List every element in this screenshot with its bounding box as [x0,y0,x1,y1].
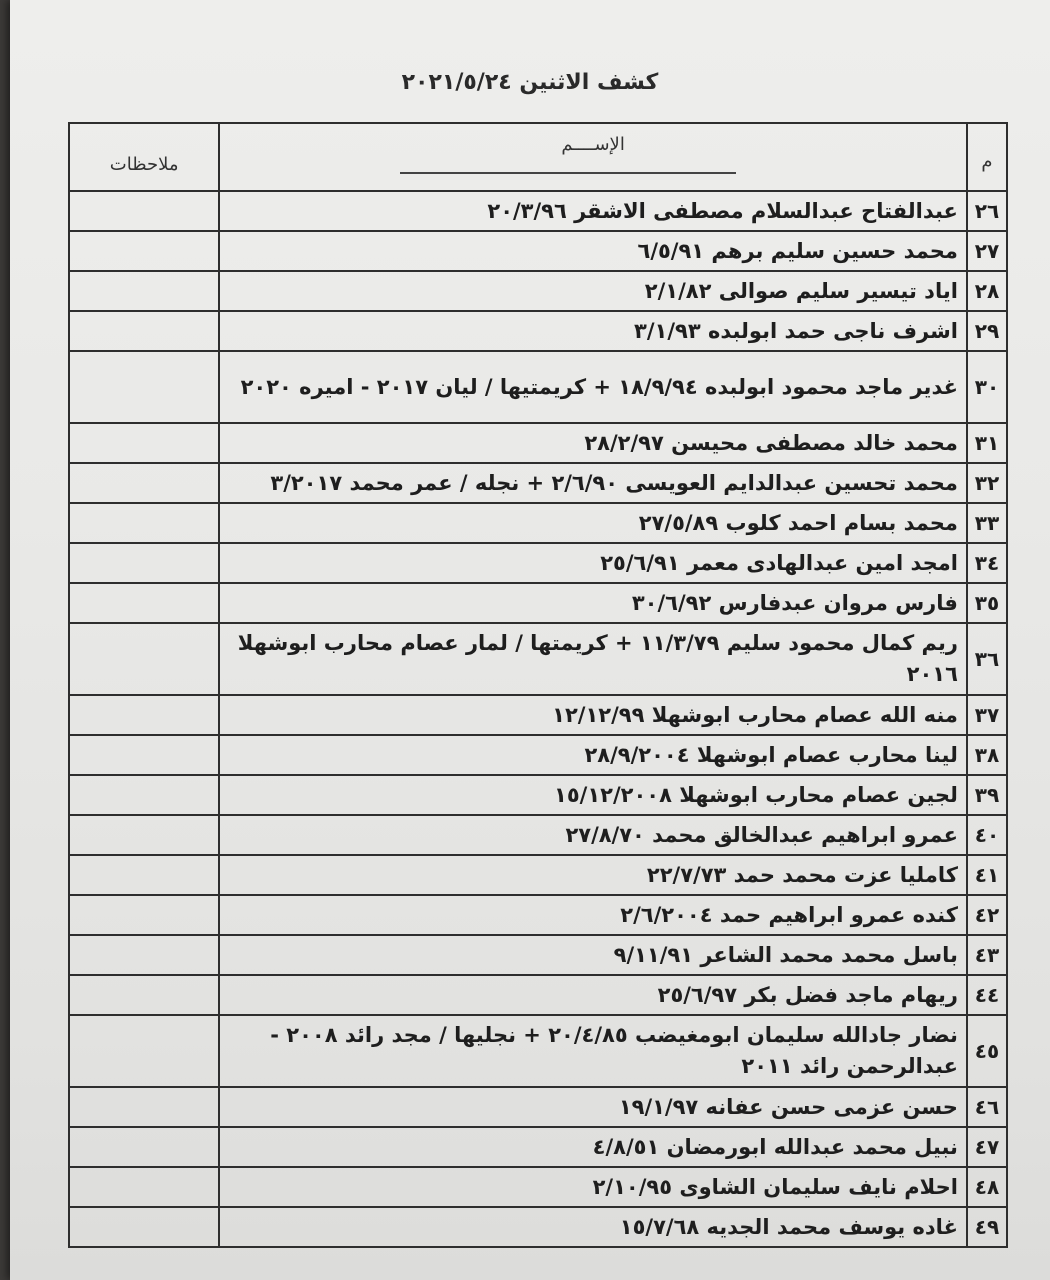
row-notes [69,191,219,231]
row-name: كامليا عزت محمد حمد ٢٢/٧/٧٣ [219,855,967,895]
header-name-label: الإســــم [561,134,625,155]
row-number: ٣٨ [967,735,1007,775]
row-number: ٤٥ [967,1015,1007,1087]
table-row [69,423,1007,463]
table-row [69,815,1007,855]
row-number: ٣٢ [967,463,1007,503]
row-number: ٤٣ [967,935,1007,975]
row-number: ٤٦ [967,1087,1007,1127]
header-name [219,123,967,191]
table-row [69,1167,1007,1207]
table-row [69,503,1007,543]
row-name: عبدالفتاح عبدالسلام مصطفى الاشقر ٢٠/٣/٩٦ [219,191,967,231]
row-number: ٣٥ [967,583,1007,623]
table-row [69,695,1007,735]
header-underline [400,172,736,174]
row-name: احلام نايف سليمان الشاوى ٢/١٠/٩٥ [219,1167,967,1207]
row-number: ٣٧ [967,695,1007,735]
table-row [69,463,1007,503]
table-row [69,1207,1007,1247]
row-name: نضار جادالله سليمان ابومغيضب ٢٠/٤/٨٥ + نجليها / مجد رائد ٢٠٠٨ - عبدالرحمن رائد ٢٠١١ [219,1015,967,1087]
table-body [69,191,1007,1247]
row-name: لجين عصام محارب ابوشهلا ١٥/١٢/٢٠٠٨ [219,775,967,815]
row-notes [69,975,219,1015]
table-row [69,1015,1007,1087]
row-number: ٤٠ [967,815,1007,855]
row-name: غاده يوسف محمد الجديه ١٥/٧/٦٨ [219,1207,967,1247]
header-notes [69,123,219,191]
table-row [69,191,1007,231]
table-row [69,623,1007,695]
row-name: محمد حسين سليم برهم ٦/٥/٩١ [219,231,967,271]
names-table [68,122,1008,1248]
row-name: ريهام ماجد فضل بكر ٢٥/٦/٩٧ [219,975,967,1015]
row-notes [69,1087,219,1127]
table-row [69,311,1007,351]
table-row [69,231,1007,271]
table-row [69,351,1007,423]
table-row [69,855,1007,895]
row-name: ريم كمال محمود سليم ١١/٣/٧٩ + كريمتها / لمار عصام محارب ابوشهلا ٢٠١٦ [219,623,967,695]
row-notes [69,895,219,935]
row-notes [69,583,219,623]
header-number [967,123,1007,191]
row-notes [69,271,219,311]
row-name: عمرو ابراهيم عبدالخالق محمد ٢٧/٨/٧٠ [219,815,967,855]
row-notes [69,231,219,271]
row-notes [69,351,219,423]
table-row [69,271,1007,311]
row-notes [69,503,219,543]
table-header-row [69,123,1007,191]
row-name: منه الله عصام محارب ابوشهلا ١٢/١٢/٩٩ [219,695,967,735]
row-notes [69,1127,219,1167]
row-number: ٣٠ [967,351,1007,423]
row-notes [69,311,219,351]
page-title: كشف الاثنين ٢٠٢١/٥/٢٤ [401,70,659,95]
row-number: ٤٨ [967,1167,1007,1207]
row-notes [69,1207,219,1247]
row-name: نبيل محمد عبدالله ابورمضان ٤/٨/٥١ [219,1127,967,1167]
row-name: فارس مروان عبدفارس ٣٠/٦/٩٢ [219,583,967,623]
row-number: ٣٣ [967,503,1007,543]
table-row [69,583,1007,623]
row-notes [69,423,219,463]
row-number: ٤٤ [967,975,1007,1015]
table-row [69,775,1007,815]
paper-sheet [10,0,1050,1280]
row-notes [69,935,219,975]
row-name: كنده عمرو ابراهيم حمد ٢/٦/٢٠٠٤ [219,895,967,935]
row-number: ٤٧ [967,1127,1007,1167]
row-notes [69,815,219,855]
row-number: ٢٧ [967,231,1007,271]
row-number: ٢٦ [967,191,1007,231]
row-notes [69,1015,219,1087]
row-name: اياد تيسير سليم صوالى ٢/١/٨٢ [219,271,967,311]
row-number: ٤٩ [967,1207,1007,1247]
row-notes [69,775,219,815]
row-number: ٤١ [967,855,1007,895]
row-notes [69,855,219,895]
row-name: محمد تحسين عبدالدايم العويسى ٢/٦/٩٠ + نجله / عمر محمد ٣/٢٠١٧ [219,463,967,503]
row-name: محمد خالد مصطفى محيسن ٢٨/٢/٩٧ [219,423,967,463]
row-number: ٣٤ [967,543,1007,583]
table-row [69,895,1007,935]
row-name: باسل محمد محمد الشاعر ٩/١١/٩١ [219,935,967,975]
row-number: ٤٢ [967,895,1007,935]
row-notes [69,623,219,695]
row-notes [69,1167,219,1207]
row-notes [69,695,219,735]
table-row [69,1127,1007,1167]
table-row [69,975,1007,1015]
row-name: لينا محارب عصام ابوشهلا ٢٨/٩/٢٠٠٤ [219,735,967,775]
table-row [69,1087,1007,1127]
row-notes [69,735,219,775]
table-row [69,543,1007,583]
row-number: ٢٩ [967,311,1007,351]
row-number: ٣٩ [967,775,1007,815]
row-notes [69,463,219,503]
row-notes [69,543,219,583]
header-notes-label: ملاحظات [109,153,179,175]
row-name: حسن عزمى حسن عفانه ١٩/١/٩٧ [219,1087,967,1127]
row-number: ٣١ [967,423,1007,463]
table-row [69,935,1007,975]
row-number: ٣٦ [967,623,1007,695]
row-name: امجد امين عبدالهادى معمر ٢٥/٦/٩١ [219,543,967,583]
header-number-label: م [981,150,993,172]
table-row [69,735,1007,775]
row-name: غدير ماجد محمود ابولبده ١٨/٩/٩٤ + كريمتيها / ليان ٢٠١٧ - اميره ٢٠٢٠ [219,351,967,423]
row-number: ٢٨ [967,271,1007,311]
row-name: محمد بسام احمد كلوب ٢٧/٥/٨٩ [219,503,967,543]
row-name: اشرف ناجى حمد ابولبده ٣/١/٩٣ [219,311,967,351]
